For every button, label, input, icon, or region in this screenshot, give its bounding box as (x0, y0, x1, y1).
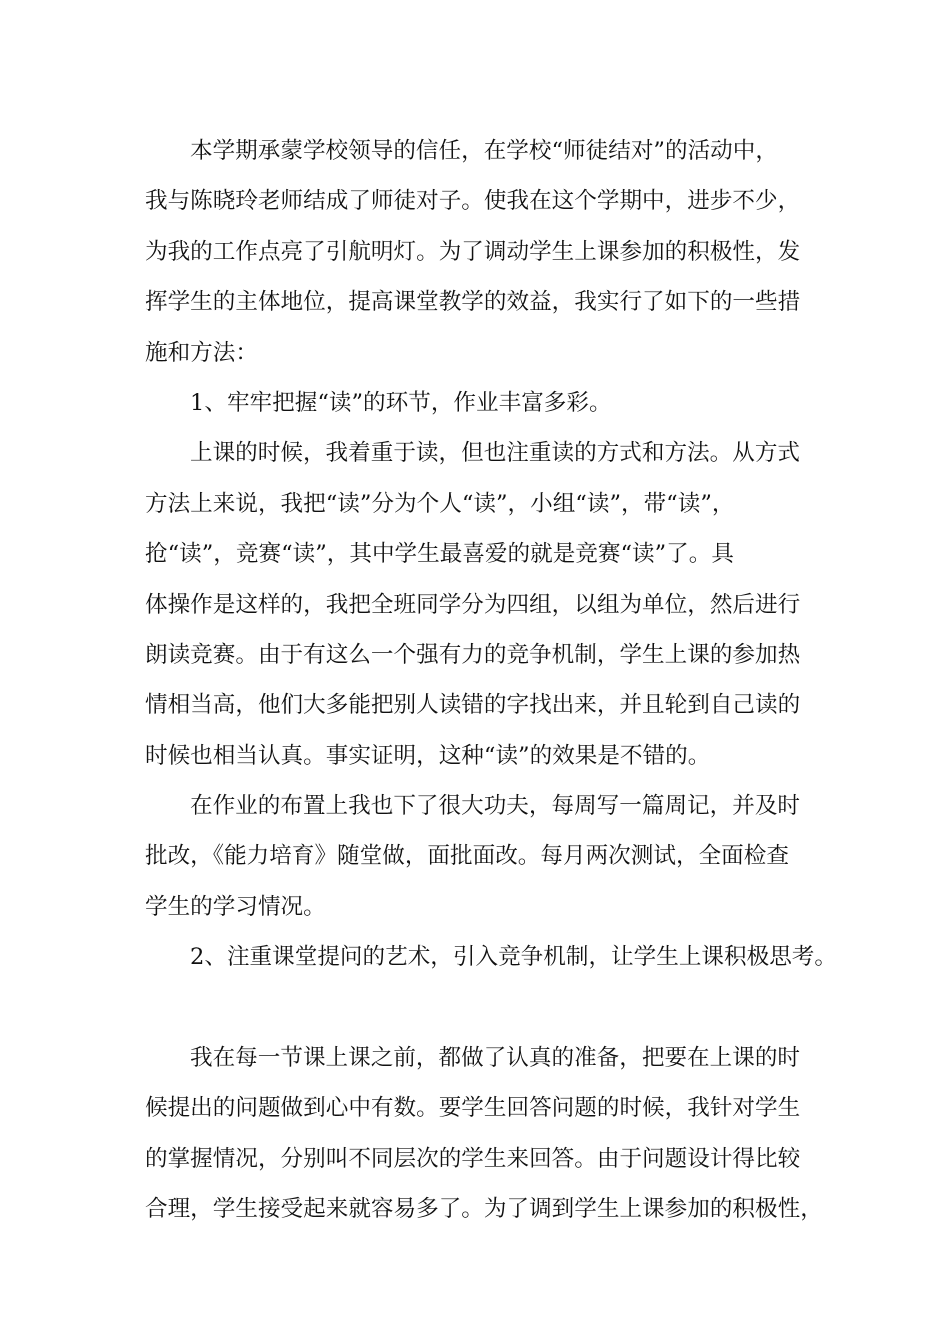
text-line: 挥学生的主体地位，提高课堂教学的效益，我实行了如下的一些措 (145, 289, 801, 316)
text-line: 我与陈晓玲老师结成了师徒对子。使我在这个学期中，进步不少， (145, 188, 801, 215)
paragraph-intro (145, 126, 835, 378)
text-line: 为我的工作点亮了引航明灯。为了调动学生上课参加的积极性，发 (145, 238, 801, 265)
text-line: 时候也相当认真。事实证明，这种“读”的效果是不错的。 (145, 742, 711, 769)
paragraph-reading-methods (145, 428, 835, 781)
text-line: 抢“读”，竞赛“读”，其中学生最喜爱的就是竞赛“读”了。具 (145, 541, 734, 568)
text-line: 批改，《能力培育》随堂做，面批面改。每月两次测试，全面检查 (145, 843, 789, 870)
text-line: 方法上来说，我把“读”分为个人“读”，小组“读”，带“读”， (145, 490, 735, 517)
text-line: 的掌握情况，分别叫不同层次的学生来回答。由于问题设计得比较 (145, 1145, 801, 1172)
section-heading-2 (145, 932, 835, 982)
text-line: 学生的学习情况。 (145, 893, 326, 920)
text-line: 情相当高，他们大多能把别人读错的字找出来，并且轮到自己读的 (145, 692, 801, 719)
document-body (145, 126, 835, 1235)
text-line: 候提出的问题做到心中有数。要学生回答问题的时候，我针对学生 (145, 1095, 801, 1122)
text-line: 体操作是这样的，我把全班同学分为四组，以组为单位，然后进行 (145, 591, 801, 618)
section-heading-1 (145, 378, 835, 428)
paragraph-questioning (145, 1033, 835, 1235)
paragraph-homework (145, 781, 835, 932)
text-line: 合理，学生接受起来就容易多了。为了调到学生上课参加的积极性， (145, 1196, 823, 1223)
heading-line: 1、牢牢把握“读”的环节，作业丰富多彩。 (190, 389, 612, 416)
paragraph-spacer (145, 983, 835, 1033)
heading-line: 2、注重课堂提问的艺术，引入竞争机制，让学生上课积极思考。 (190, 944, 837, 971)
text-line: 我在每一节课上课之前，都做了认真的准备，把要在上课的时 (190, 1045, 801, 1072)
text-line: 朗读竞赛。由于有这么一个强有力的竞争机制，学生上课的参加热 (145, 641, 801, 668)
text-line: 本学期承蒙学校领导的信任，在学校“师徒结对”的活动中， (190, 138, 778, 164)
text-line: 在作业的布置上我也下了很大功夫，每周写一篇周记，并及时 (190, 793, 801, 820)
text-line: 施和方法： (145, 339, 258, 366)
text-line: 上课的时候，我着重于读，但也注重读的方式和方法。从方式 (190, 440, 801, 467)
